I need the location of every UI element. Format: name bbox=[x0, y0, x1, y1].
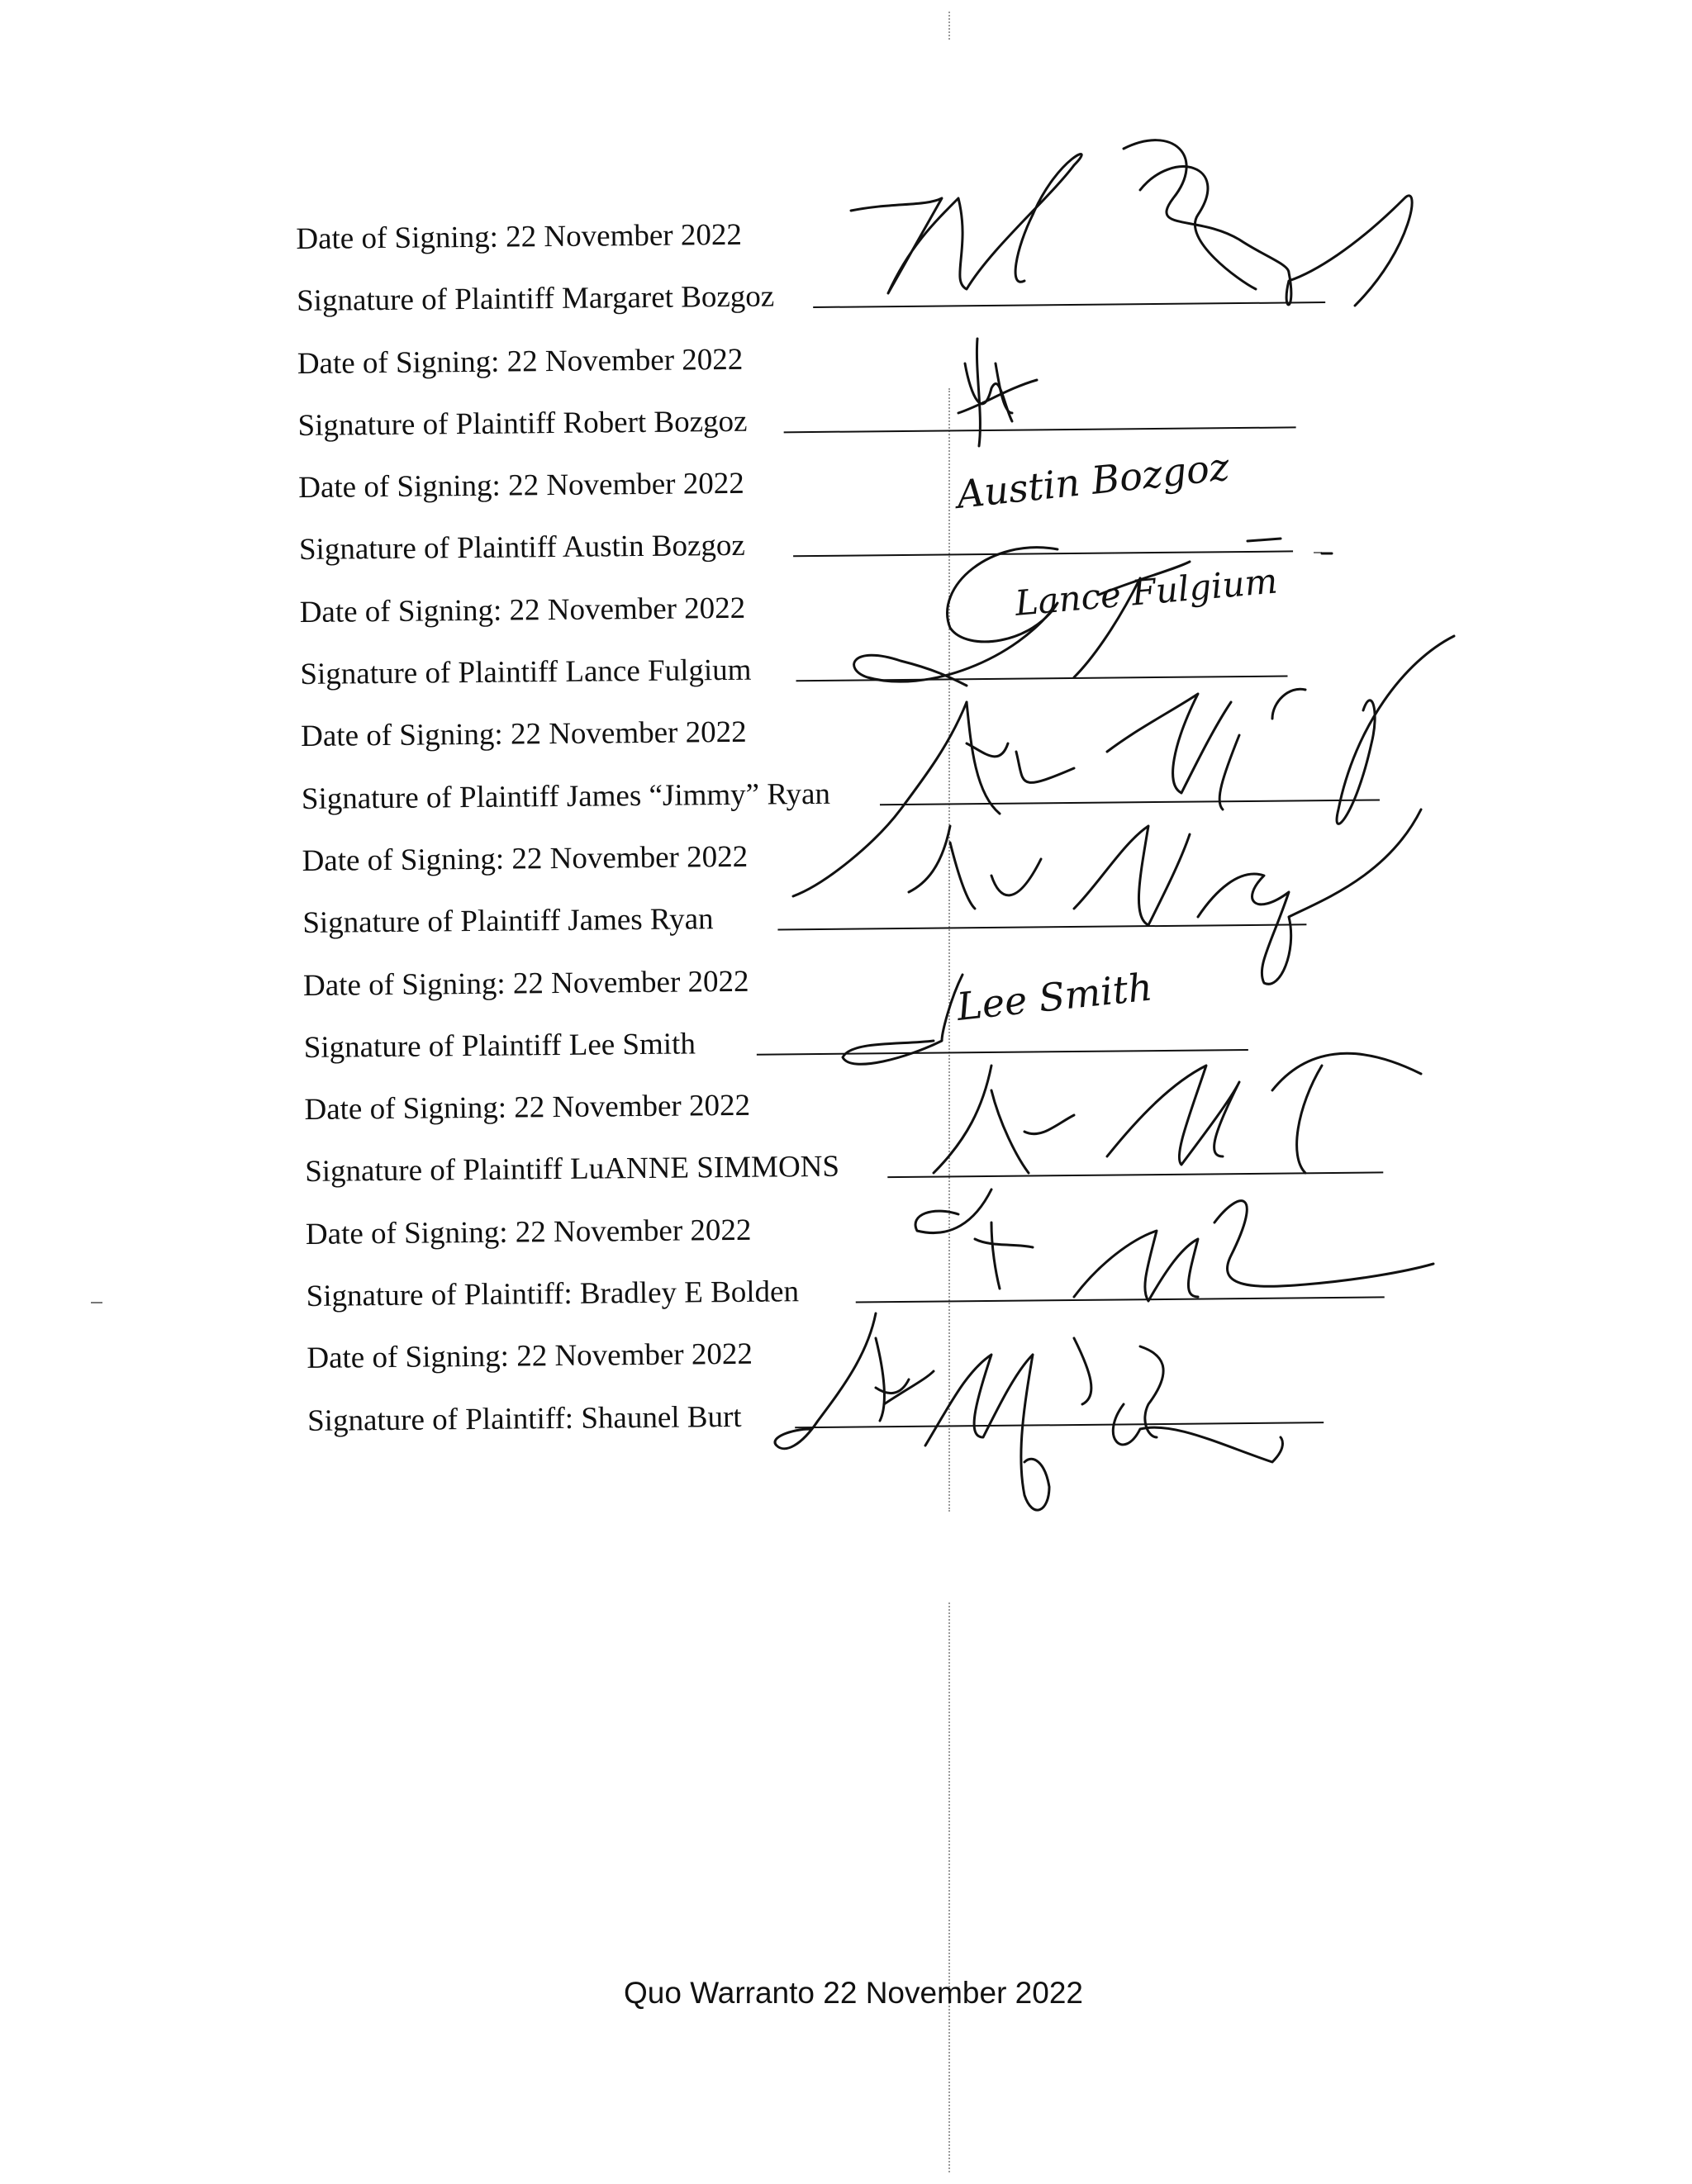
signature-line bbox=[297, 258, 1454, 331]
signature-label: Signature of Plaintiff Lee Smith bbox=[303, 1027, 696, 1065]
signature-line bbox=[306, 1253, 1463, 1327]
signature-list bbox=[296, 196, 1464, 1450]
signature-label: Signature of Plaintiff LuANNE SIMMONS bbox=[305, 1150, 840, 1189]
date-of-signing: Date of Signing: 22 November 2022 bbox=[298, 466, 744, 506]
handwritten-name: Lance Fulgium bbox=[1013, 560, 1280, 624]
date-of-signing: Date of Signing: 22 November 2022 bbox=[300, 715, 747, 754]
signature-line bbox=[300, 631, 1457, 705]
signature-line bbox=[302, 880, 1460, 953]
date-line bbox=[298, 444, 1456, 518]
date-line bbox=[302, 817, 1459, 890]
document-footer: Quo Warranto 22 November 2022 bbox=[624, 1976, 1083, 2010]
signature-label: Signature of Plaintiff Lance Fulgium bbox=[300, 653, 752, 692]
date-line bbox=[299, 568, 1457, 642]
date-line bbox=[306, 1190, 1463, 1264]
scan-artifact-dots bbox=[948, 1602, 950, 2172]
signature-line bbox=[305, 1128, 1462, 1202]
signature-line bbox=[307, 1377, 1465, 1450]
signature-label: Signature of Plaintiff James “Jimmy” Ryan bbox=[301, 776, 831, 816]
signature-rule bbox=[777, 924, 1306, 931]
signature-rule bbox=[793, 551, 1293, 558]
handwritten-name: Austin Bozgoz bbox=[954, 444, 1232, 517]
date-of-signing: Date of Signing: 22 November 2022 bbox=[299, 591, 746, 629]
date-of-signing: Date of Signing: 22 November 2022 bbox=[302, 964, 749, 1003]
signature-label: Signature of Plaintiff Margaret Bozgoz bbox=[296, 279, 775, 319]
signature-label: Signature of Plaintiff: Shaunel Burt bbox=[307, 1399, 742, 1438]
date-line bbox=[301, 693, 1458, 767]
signature-rule bbox=[795, 1422, 1324, 1428]
date-of-signing: Date of Signing: 22 November 2022 bbox=[302, 839, 749, 878]
signature-rule bbox=[796, 676, 1288, 682]
scan-artifact-dots bbox=[948, 12, 950, 40]
signature-line bbox=[303, 1004, 1461, 1077]
signature-label: Signature of Plaintiff Robert Bozgoz bbox=[297, 404, 748, 443]
date-of-signing: Date of Signing: 22 November 2022 bbox=[304, 1088, 751, 1128]
signature-label: Signature of Plaintiff: Bradley E Bolden bbox=[306, 1275, 800, 1313]
signature-line bbox=[297, 382, 1455, 455]
handwritten-name: Lee Smith bbox=[954, 964, 1155, 1029]
date-of-signing: Date of Signing: 22 November 2022 bbox=[307, 1337, 753, 1376]
date-line bbox=[307, 1315, 1464, 1389]
signature-rule bbox=[887, 1172, 1383, 1179]
date-line bbox=[297, 320, 1454, 393]
signature-rule bbox=[813, 301, 1325, 308]
signature-label: Signature of Plaintiff James Ryan bbox=[302, 902, 714, 941]
date-line bbox=[296, 196, 1453, 269]
signature-rule bbox=[757, 1049, 1248, 1056]
date-line bbox=[304, 1066, 1461, 1140]
date-of-signing: Date of Signing: 22 November 2022 bbox=[305, 1213, 752, 1251]
date-line bbox=[303, 942, 1461, 1015]
signature-rule bbox=[856, 1296, 1385, 1303]
date-of-signing: Date of Signing: 22 November 2022 bbox=[297, 342, 744, 381]
scan-speck bbox=[91, 1302, 102, 1303]
signature-rule bbox=[784, 426, 1296, 433]
signature-line bbox=[299, 506, 1457, 580]
signature-rule bbox=[880, 799, 1380, 805]
signature-line bbox=[302, 755, 1459, 828]
date-of-signing: Date of Signing: 22 November 2022 bbox=[296, 217, 743, 256]
signature-label: Signature of Plaintiff Austin Bozgoz bbox=[298, 529, 746, 567]
